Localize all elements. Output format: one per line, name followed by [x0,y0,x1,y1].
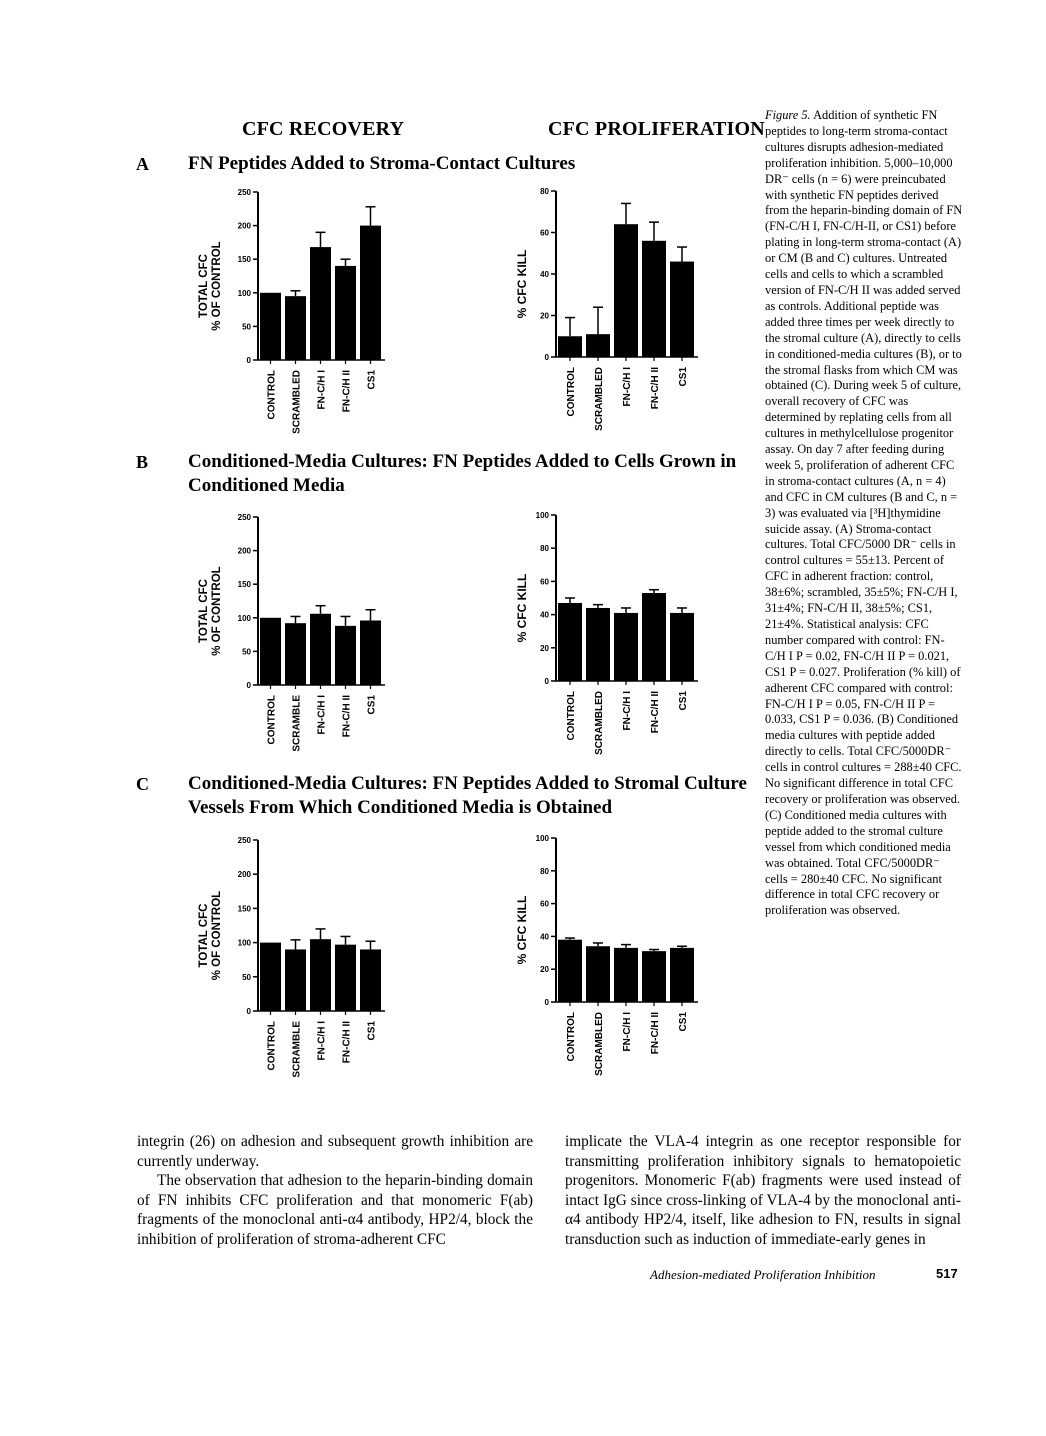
c-proliferation-y-tick-label: 100 [535,834,549,843]
b-proliferation-bar [670,613,694,681]
b-recovery-y-tick-label: 100 [237,613,251,623]
a-proliferation-bar [586,334,610,357]
section-c-title: Conditioned-Media Cultures: FN Peptides Added to Stromal Culture Vessels From Which Conditioned Media is Obtained [188,773,747,818]
a-proliferation-bar [558,336,582,357]
b-recovery-bar [310,614,331,685]
a-proliferation-bar [670,262,694,357]
b-proliferation-y-tick-label: 60 [540,577,549,587]
a-recovery-y-tick-label: 250 [237,188,251,197]
b-recovery-category-label: FN-C/H II [341,695,353,738]
header-cfc-proliferation: CFC PROLIFERATION [548,118,765,140]
a-recovery-bar [310,247,331,360]
a-proliferation-y-label: % CFC KILL [515,249,529,319]
a-proliferation-y-tick-label: 80 [540,187,549,196]
running-title-text: Adhesion-mediated Proliferation Inhibition [650,1267,876,1282]
a-recovery-y-label: % OF CONTROL [211,241,223,331]
a-recovery-bar [285,296,306,360]
b-recovery-y-tick-label: 250 [237,513,251,522]
c-proliferation-bar [642,951,666,1002]
b-proliferation-bar [558,603,582,681]
b-proliferation-category-label: CONTROL [566,691,577,741]
b-recovery-category-label: FN-C/H I [316,695,328,735]
header-cfc-recovery: CFC RECOVERY [242,118,405,140]
c-proliferation-bar [670,948,694,1002]
body-right-column [565,1132,961,1249]
c-proliferation-bar [614,948,638,1002]
c-recovery-y-tick-label: 250 [237,836,251,845]
b-proliferation-category-label: FN-C/H I [622,691,633,731]
a-proliferation-y-tick-label: 40 [540,270,549,279]
b-proliferation-category-label: CS1 [678,691,689,711]
section-a-letter: A [136,154,149,174]
c-proliferation-category-label: FN-C/H II [650,1012,661,1055]
a-recovery-category-label: FN-C/H II [341,370,353,413]
c-proliferation-category-label: CONTROL [566,1012,577,1062]
b-proliferation-y-tick-label: 100 [535,511,549,520]
c-recovery-category-label: FN-C/H II [341,1021,353,1064]
b-proliferation-category-label: SCRAMBLED [594,691,605,755]
a-recovery-y-tick-label: 100 [237,288,251,298]
c-recovery-category-label: FN-C/H I [316,1021,328,1061]
b-proliferation-y-tick-label: 20 [540,643,549,653]
c-proliferation-y-label: % CFC KILL [515,895,529,965]
a-recovery-y-tick-label: 200 [237,221,251,231]
caption-label: Figure 5. [765,108,811,122]
section-b-title: Conditioned-Media Cultures: FN Peptides Added to Cells Grown in Conditioned Media [188,451,737,496]
b-recovery-bar [360,620,381,685]
c-recovery-y-tick-label: 100 [237,938,251,948]
b-recovery-category-label: CONTROL [266,695,278,745]
section-b-letter: B [136,452,149,472]
a-proliferation-category-label: FN-C/H II [650,367,661,410]
a-proliferation-category-label: SCRAMBLED [594,367,605,431]
b-proliferation-y-tick-label: 0 [544,677,549,686]
a-recovery-y-tick-label: 150 [237,255,251,265]
b-recovery-y-tick-label: 50 [242,647,251,657]
a-proliferation-bar [614,224,638,357]
b-proliferation-y-tick-label: 80 [540,544,549,554]
b-recovery-y-tick-label: 0 [246,681,251,690]
c-recovery-category-label: CS1 [366,1021,378,1041]
a-recovery-bar [360,226,381,360]
c-proliferation-bar [558,940,582,1002]
b-recovery-bar [335,626,356,685]
section-a-title: FN Peptides Added to Stroma-Contact Cultures [188,153,576,174]
b-recovery-bar [285,623,306,685]
b-proliferation-y-label: % CFC KILL [515,573,529,643]
c-proliferation-y-tick-label: 20 [540,965,549,975]
c-recovery-bar [285,949,306,1011]
c-proliferation-category-label: CS1 [678,1012,689,1032]
c-recovery-bar [310,939,331,1011]
b-proliferation-bar [614,613,638,681]
b-proliferation-bar [642,593,666,681]
a-recovery-category-label: SCRAMBLED [291,370,303,434]
c-proliferation-y-tick-label: 80 [540,866,549,876]
b-recovery-category-label: CS1 [366,695,378,715]
a-recovery-category-label: CONTROL [266,370,278,420]
figure-caption [765,108,965,919]
running-title [650,1267,876,1283]
b-proliferation-y-tick-label: 40 [540,610,549,620]
b-recovery-category-label: SCRAMBLE [291,695,303,752]
a-recovery-bar [260,293,281,360]
a-proliferation-y-tick-label: 0 [544,353,549,362]
c-recovery-bar [360,949,381,1011]
a-recovery-y-label: TOTAL CFC [198,254,210,318]
c-recovery-y-tick-label: 200 [237,870,251,880]
b-recovery-y-tick-label: 150 [237,580,251,590]
b-recovery-y-label: TOTAL CFC [198,579,210,643]
c-recovery-y-tick-label: 150 [237,904,251,914]
body-left-column [137,1132,533,1249]
a-recovery-category-label: FN-C/H I [316,370,328,410]
b-proliferation-bar [586,608,610,681]
c-proliferation-y-tick-label: 0 [544,998,549,1007]
c-proliferation-y-tick-label: 60 [540,899,549,909]
b-recovery-y-label: % OF CONTROL [211,566,223,656]
body-left-paragraph-1: integrin (26) on adhesion and subsequent growth inhibition are currently underway. [137,1133,533,1170]
c-recovery-y-tick-label: 50 [242,972,251,982]
a-recovery-bar [335,266,356,360]
section-c-letter: C [136,774,149,794]
b-recovery-y-tick-label: 200 [237,546,251,556]
caption-text: Addition of synthetic FN peptides to long-term stroma-contact cultures disrupts adhesion-mediated proliferation inhibition. 5,000–10,000 DR⁻ cells (n = 6) were preincubated with synthetic FN peptides derived from the heparin-binding domain of FN (FN-C/H I, FN-C/H-II, or CS1) before plating in long-term stroma-contact (A) or CM (B and C) cultures. Untreated cells and cells to which a scrambled version of FN-C/H II was added served as controls. Additional peptide was added three times per week directly to the stromal culture (A), directly to cells in conditioned-media cultures (B), or to the stromal flasks from which CM was obtained (C). During week 5 of culture, overall recovery of CFC was determined by replating cells from all cultures in methylcellulose progenitor assay. On day 7 after feeding during week 5, proliferation of adherent CFC in stroma-contact cultures (A, n = 4) and CFC in CM cultures (B and C, n = 3) was evaluated via [³H]thymidine suicide assay. (A) Stroma-contact cultures. Total CFC/5000 DR⁻ cells in control cultures = 55±13. Percent of CFC in adherent fraction: control, 38±6%; scrambled, 35±5%; FN-C/H I, 31±4%; FN-C/H II, 38±5%; CS1, 21±4%. Statistical analysis: CFC number compared with control: FN-C/H I P = 0.02, FN-C/H II P = 0.021, CS1 P = 0.027. Proliferation (% kill) of adherent CFC compared with control: FN-C/H I P = 0.05, FN-C/H II P = 0.033, CS1 P = 0.036. (B) Conditioned media cultures with peptide added directly to cells. Total CFC/5000DR⁻ cells in control cultures = 288±40 CFC. No significant difference in total CFC recovery or proliferation was observed. (C) Conditioned media cultures with peptide added to the stromal culture vessel from which conditioned media was obtained. Total CFC/5000DR⁻ cells = 280±40 CFC. No significant difference in total CFC recovery or proliferation was observed. [765,108,963,918]
a-proliferation-y-tick-label: 60 [540,228,549,238]
a-proliferation-category-label: CONTROL [566,367,577,417]
c-recovery-category-label: CONTROL [266,1021,278,1071]
a-proliferation-y-tick-label: 20 [540,311,549,321]
c-recovery-bar [260,943,281,1011]
a-recovery-y-tick-label: 0 [246,356,251,365]
c-recovery-y-tick-label: 0 [246,1007,251,1016]
c-proliferation-bar [586,946,610,1002]
c-recovery-category-label: SCRAMBLE [291,1021,303,1078]
a-proliferation-bar [642,241,666,357]
b-recovery-bar [260,618,281,685]
c-proliferation-y-tick-label: 40 [540,932,549,942]
page-number: 517 [936,1266,958,1281]
c-recovery-y-label: % OF CONTROL [211,890,223,981]
c-recovery-y-label: TOTAL CFC [198,903,210,968]
c-recovery-bar [335,945,356,1011]
body-left-paragraph-2: The observation that adhesion to the heparin-binding domain of FN inhibits CFC proliferation and that monomeric F(ab) fragments of the monoclonal anti-α4 antibody, HP2/4, block the inhibition of proliferation of stroma-adherent CFC [137,1172,533,1248]
a-recovery-category-label: CS1 [366,370,378,390]
a-recovery-y-tick-label: 50 [242,322,251,332]
b-proliferation-category-label: FN-C/H II [650,691,661,734]
a-proliferation-category-label: CS1 [678,367,689,387]
body-right-paragraph-1: implicate the VLA-4 integrin as one receptor responsible for transmitting proliferation inhibitory signals to hematopoietic progenitors. Monomeric F(ab) fragments were used instead of intact IgG since cross-linking of VLA-4 by the monoclonal anti-α4 antibody HP2/4, itself, like adhesion to FN, results in signal transduction such as induction of immediate-early genes in [565,1133,961,1248]
a-proliferation-category-label: FN-C/H I [622,367,633,407]
c-proliferation-category-label: FN-C/H I [622,1012,633,1052]
c-proliferation-category-label: SCRAMBLED [594,1012,605,1076]
